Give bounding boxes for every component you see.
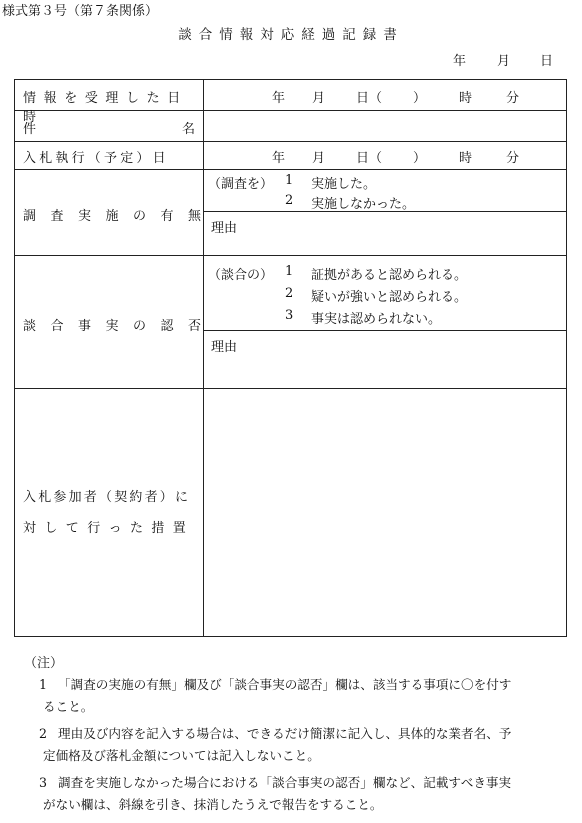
collusion-option-1-num: 1 <box>285 264 294 279</box>
row-divider <box>15 255 566 256</box>
collusion-option-1: 証拠があると認められる。 <box>311 268 468 283</box>
collusion-option-2-num: 2 <box>285 286 294 301</box>
note-number: 2 <box>38 726 47 741</box>
received-day: 日（ <box>356 91 383 106</box>
received-year: 年 <box>272 91 286 106</box>
note-text: 理由及び内容を記入する場合は、できるだけ簡潔に記入し、具体的な業者名、予 <box>58 726 512 741</box>
note-item <box>28 674 582 718</box>
note-text-cont: 定価格及び落札金額については記入しないこと。 <box>43 748 320 763</box>
note-item <box>28 772 582 816</box>
header-date-day: 日 <box>540 54 554 69</box>
note-text: 調査を実施しなかった場合における「談合事実の認否」欄など、記載すべき事実 <box>58 775 512 790</box>
bid-month: 月 <box>312 151 326 166</box>
note-number: 1 <box>38 677 47 692</box>
measures-label-line2: 対して行った措置 <box>23 521 195 536</box>
note-item <box>28 723 582 767</box>
subject-label-right: 名 <box>182 122 196 137</box>
row-divider <box>15 388 566 389</box>
note-number: 3 <box>38 775 47 790</box>
reason-divider <box>203 330 566 331</box>
investigation-option-2: 実施しなかった。 <box>311 197 416 212</box>
received-month: 月 <box>312 91 326 106</box>
bid-minute: 分 <box>506 151 520 166</box>
received-datetime-label-text: 情報を受理した日時 <box>23 91 188 125</box>
collusion-option-3: 事実は認められない。 <box>311 312 442 327</box>
header-date-year: 年 <box>453 54 467 69</box>
bid-date-label: 入札執行（予定）日 <box>23 151 169 166</box>
measures-label-line1: 入札参加者（契約者）に <box>23 490 191 505</box>
bid-day: 日（ <box>356 151 383 166</box>
header-date-month: 月 <box>497 54 511 69</box>
collusion-option-3-num: 3 <box>285 308 294 323</box>
received-datetime-label <box>23 87 195 125</box>
collusion-option-2: 疑いが強いと認められる。 <box>311 290 468 305</box>
form-number: 様式第３号（第７条関係） <box>2 4 159 19</box>
document-title: 談合情報対応経過記録書 <box>178 27 404 43</box>
collusion-reason-label: 理由 <box>211 340 238 355</box>
bid-hour: 時 <box>459 151 473 166</box>
collusion-prefix: （談合の） <box>208 268 274 283</box>
bid-year: 年 <box>272 151 286 166</box>
note-text-cont: がない欄は、斜線を引き、抹消したうえで報告をすること。 <box>43 797 383 812</box>
investigation-option-2-num: 2 <box>285 193 294 208</box>
received-hour: 時 <box>459 91 473 106</box>
investigation-prefix: （調査を） <box>208 177 274 192</box>
note-text: 「調査の実施の有無」欄及び「談合事実の認否」欄は、該当する事項に〇を付す <box>58 677 512 692</box>
column-divider <box>203 80 204 636</box>
bid-paren-close: ） <box>413 151 427 166</box>
note-text-cont: ること。 <box>43 699 94 714</box>
notes-heading: （注） <box>24 656 64 671</box>
collusion-label: 談合事実の認否 <box>23 319 216 334</box>
investigation-label: 調査実施の有無 <box>23 209 216 224</box>
received-minute: 分 <box>506 91 520 106</box>
subject-label-left: 件 <box>23 122 37 137</box>
investigation-option-1-num: 1 <box>285 173 294 188</box>
investigation-option-1: 実施した。 <box>311 177 377 192</box>
record-form-table <box>14 79 567 637</box>
received-paren-close: ） <box>413 91 427 106</box>
row-divider <box>15 169 566 170</box>
row-divider <box>15 141 566 142</box>
investigation-reason-label: 理由 <box>211 221 238 236</box>
